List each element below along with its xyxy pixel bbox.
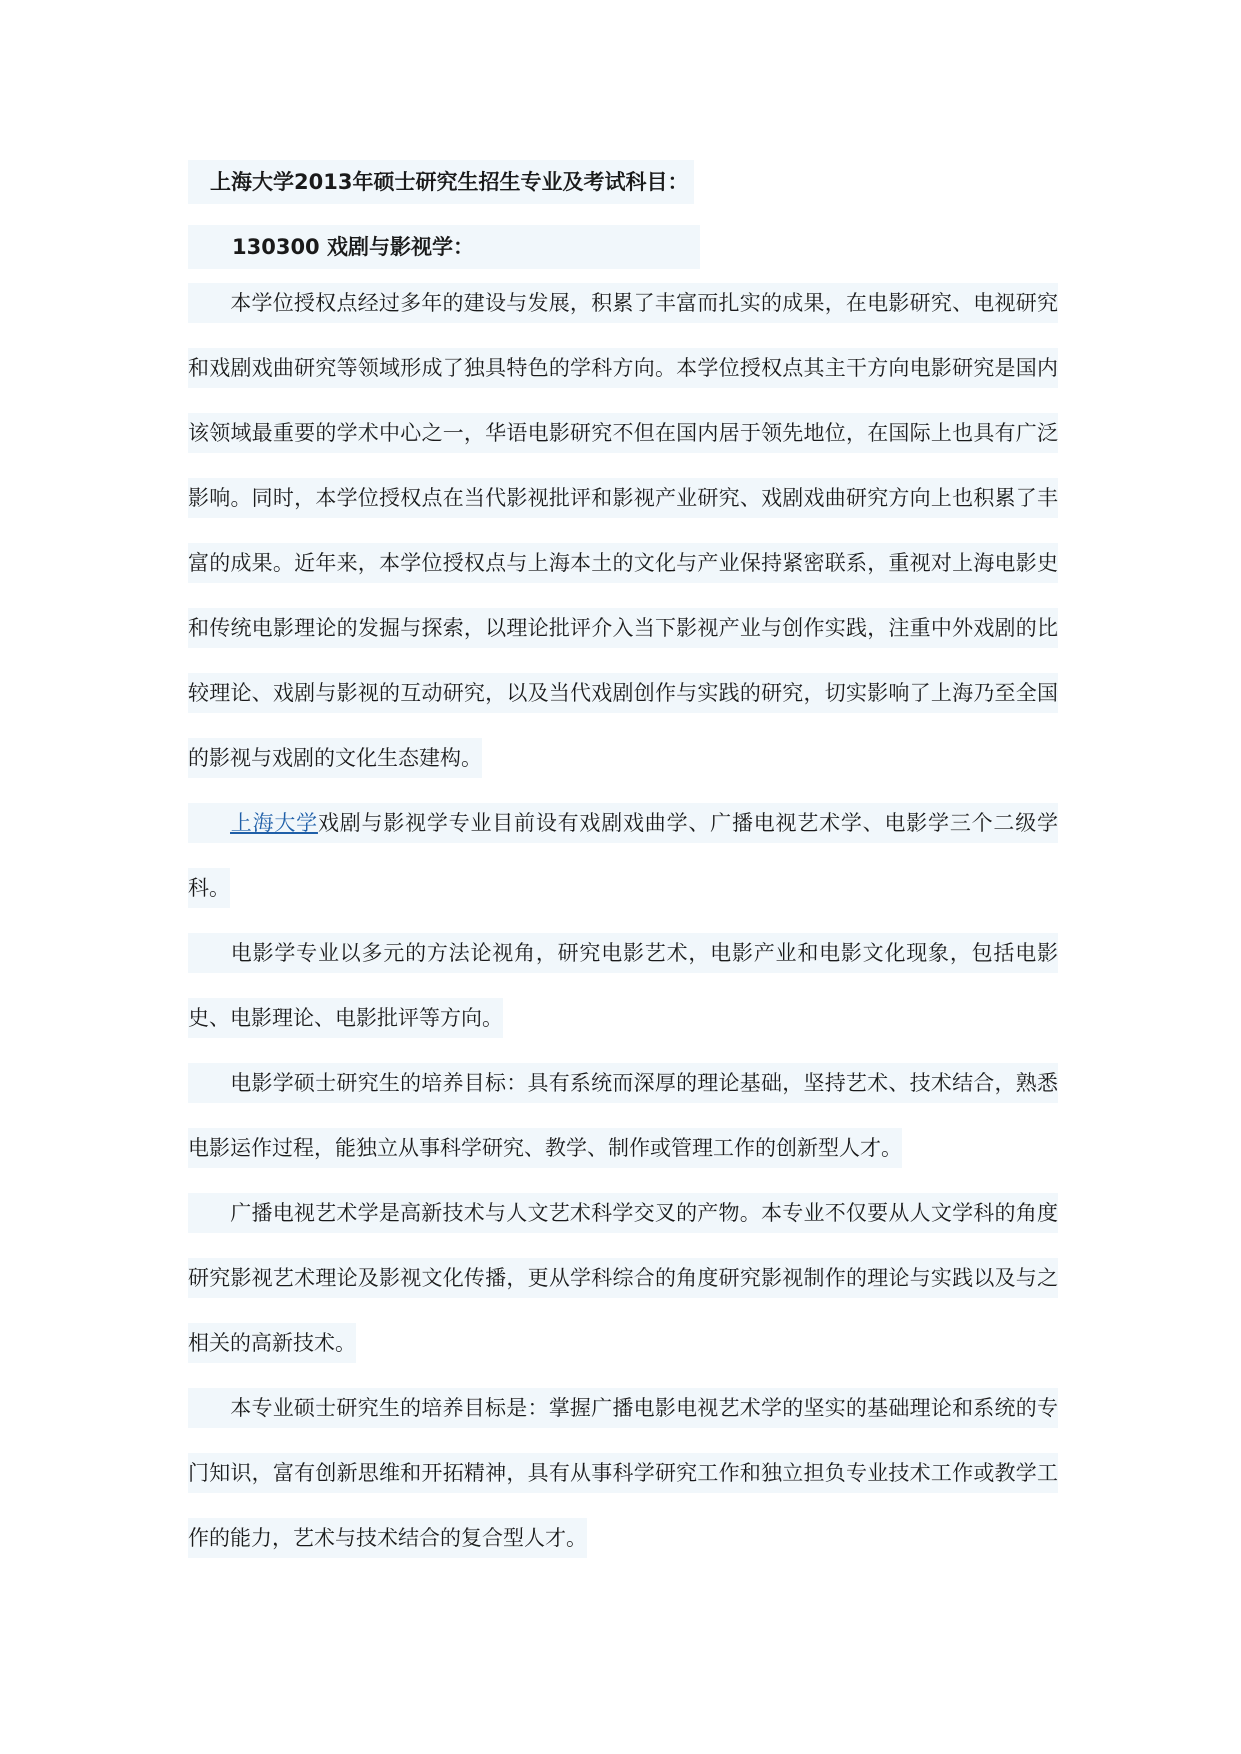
paragraph-disciplines — [188, 791, 1058, 921]
paragraph-disciplines-text: 戏剧与影视学专业目前设有戏剧戏曲学、广播电视艺术学、电影学三个二级学科。 — [188, 811, 1059, 900]
paragraph-broadcast-arts — [188, 1181, 1058, 1376]
paragraph-film-goals-text: 电影学硕士研究生的培养目标：具有系统而深厚的理论基础，坚持艺术、技术结合，熟悉电影运作过程，能独立从事科学研究、教学、制作或管理工作的创新型人才。 — [188, 1071, 1058, 1160]
document-subtitle: 130300 戏剧与影视学： — [188, 225, 700, 269]
document-content — [188, 160, 1058, 1571]
paragraph-film-goals — [188, 1051, 1058, 1181]
paragraph-broadcast-goals-text: 本专业硕士研究生的培养目标是：掌握广播电影电视艺术学的坚实的基础理论和系统的专门知识，富有创新思维和开拓精神，具有从事科学研究工作和独立担负专业技术工作或教学工作的能力，艺术与技术结合的复合型人才。 — [188, 1396, 1058, 1550]
paragraph-intro — [188, 271, 1058, 791]
paragraph-film-studies-text: 电影学专业以多元的方法论视角，研究电影艺术，电影产业和电影文化现象，包括电影史、电影理论、电影批评等方向。 — [188, 941, 1058, 1030]
paragraph-broadcast-arts-text: 广播电视艺术学是高新技术与人文艺术科学交叉的产物。本专业不仅要从人文学科的角度研究影视艺术理论及影视文化传播，更从学科综合的角度研究影视制作的理论与实践以及与之相关的高新技术。 — [188, 1201, 1058, 1355]
document-title: 上海大学2013年硕士研究生招生专业及考试科目： — [188, 160, 694, 204]
shanghai-university-link[interactable]: 上海大学 — [230, 811, 318, 835]
paragraph-broadcast-goals — [188, 1376, 1058, 1571]
paragraph-film-studies — [188, 921, 1058, 1051]
paragraph-intro-text: 本学位授权点经过多年的建设与发展，积累了丰富而扎实的成果，在电影研究、电视研究和戏剧戏曲研究等领域形成了独具特色的学科方向。本学位授权点其主干方向电影研究是国内该领域最重要的学术中心之一，华语电影研究不但在国内居于领先地位，在国际上也具有广泛影响。同时，本学位授权点在当代影视批评和影视产业研究、戏剧戏曲研究方向上也积累了丰富的成果。近年来，本学位授权点与上海本土的文化与产业保持紧密联系，重视对上海电影史和传统电影理论的发掘与探索，以理论批评介入当下影视产业与创作实践，注重中外戏剧的比较理论、戏剧与影视的互动研究，以及当代戏剧创作与实践的研究，切实影响了上海乃至全国的影视与戏剧的文化生态建构。 — [188, 291, 1058, 770]
